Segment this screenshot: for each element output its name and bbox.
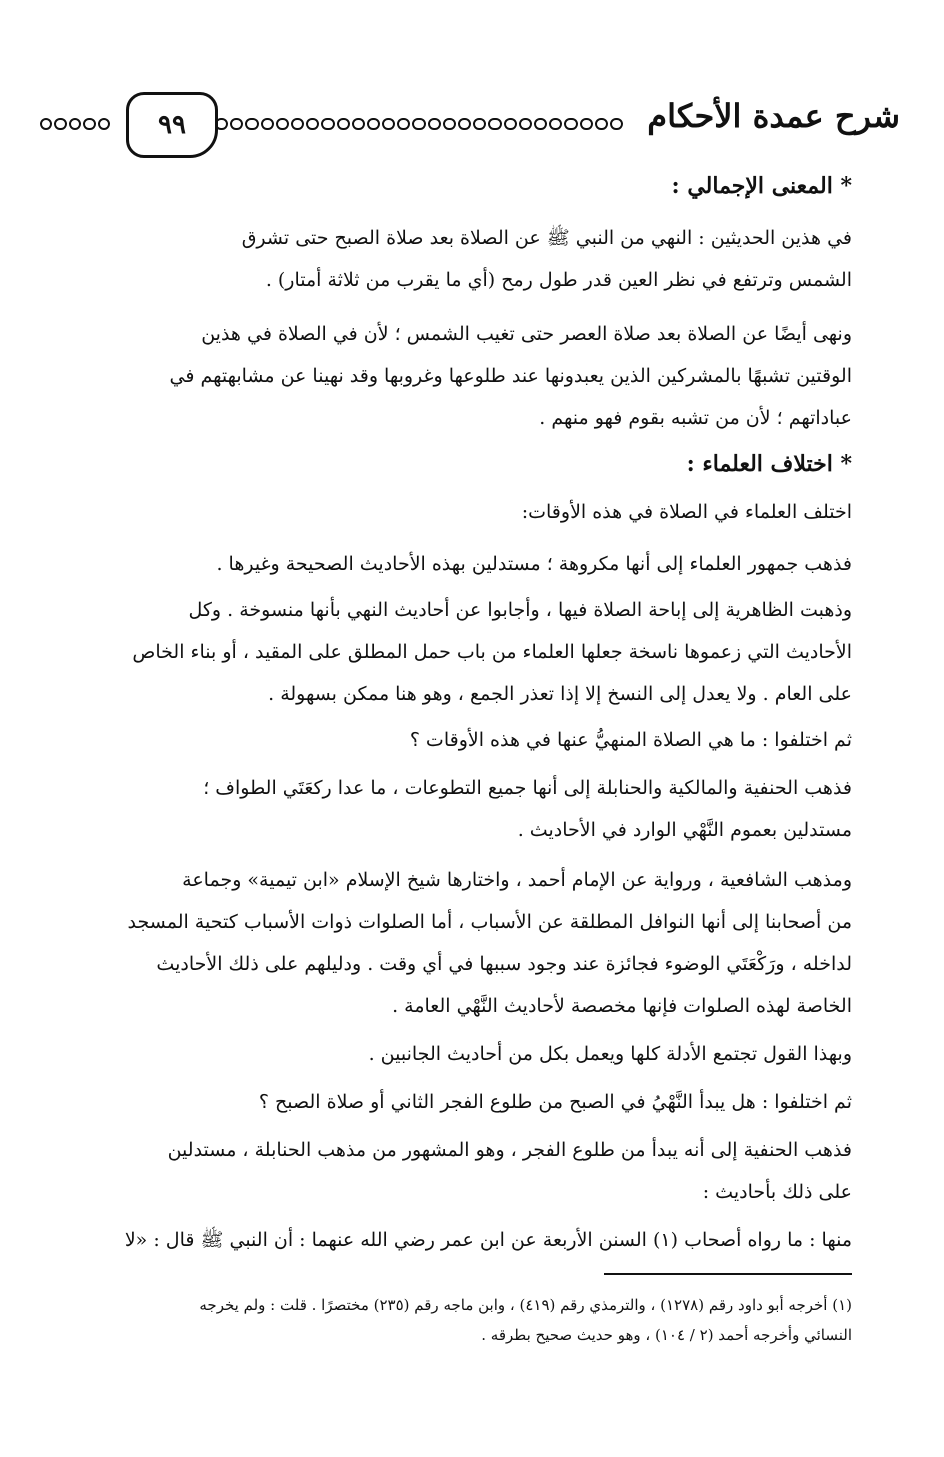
paragraph-line: ثم اختلفوا : هل يبدأ النَّهْيُ في الصبح من طلوع الفجر الثاني أو صلاة الصبح ؟ bbox=[258, 1091, 852, 1113]
paragraph-line: على ذلك بأحاديث : bbox=[702, 1181, 852, 1203]
paragraph-line: وذهبت الظاهرية إلى إباحة الصلاة فيها ، وأجابوا عن أحاديث النهي بأنها منسوخة . وكل bbox=[188, 599, 852, 621]
paragraph-line: ونهى أيضًا عن الصلاة بعد صلاة العصر حتى تغيب الشمس ؛ لأن في الصلاة في هذين bbox=[201, 323, 852, 345]
paragraph-line: الأحاديث التي زعموها ناسخة جعلها العلماء من باب حمل المطلق على المقيد ، أو بناء الخاص bbox=[132, 641, 852, 663]
paragraph-line: عباداتهم ؛ لأن من تشبه بقوم فهو منهم . bbox=[539, 407, 852, 429]
page-number-text: ٩٩ bbox=[158, 110, 186, 140]
paragraph-line: الشمس وترتفع في نظر العين قدر طول رمح (أي ما يقرب من ثلاثة أمتار) . bbox=[265, 269, 852, 291]
paragraph-line: ثم اختلفوا : ما هي الصلاة المنهيُّ عنها في هذه الأوقات ؟ bbox=[409, 729, 852, 751]
decorative-chain-end bbox=[40, 118, 112, 132]
footnote-line: النسائي وأخرجه أحمد (٢ / ١٠٤) ، وهو حديث صحيح بطرقه . bbox=[481, 1326, 852, 1344]
paragraph-line: منها : ما رواه أصحاب (١) السنن الأربعة عن ابن عمر رضي الله عنهما : أن النبي ﷺ قال : «لا bbox=[124, 1229, 852, 1251]
page-number bbox=[126, 92, 218, 158]
page-header bbox=[20, 92, 900, 164]
paragraph-line: لداخله ، ورَكْعَتَي الوضوء فجائزة عند وجود سببها في أي وقت . ودليلهم على ذلك الأحاديث bbox=[156, 953, 852, 975]
paragraph-line: الخاصة لهذه الصلوات فإنها مخصصة لأحاديث النَّهْي العامة . bbox=[392, 995, 852, 1017]
paragraph-line: على العام . ولا يعدل إلى النسخ إلا إذا تعذر الجمع ، وهو هنا ممكن بسهولة . bbox=[268, 683, 852, 705]
paragraph-line: ومذهب الشافعية ، ورواية عن الإمام أحمد ، واختارها شيخ الإسلام «ابن تيمية» وجماعة bbox=[182, 869, 852, 891]
book-title: شرح عمدة الأحكام bbox=[647, 97, 900, 135]
section-heading-general-meaning: * المعنى الإجمالي : bbox=[671, 173, 852, 199]
paragraph-line: اختلف العلماء في الصلاة في هذه الأوقات: bbox=[521, 501, 852, 523]
footnote-line: (١) أخرجه أبو داود رقم (١٢٧٨) ، والترمذي رقم (٤١٩) ، وابن ماجه رقم (٢٣٥) مختصرًا . قلت : ولم يخرجه bbox=[199, 1296, 852, 1314]
paragraph-line: من أصحابنا إلى أنها النوافل المطلقة عن الأسباب ، أما الصلوات ذوات الأسباب كتحية المسجد bbox=[127, 911, 852, 933]
paragraph-line: الوقتين تشبهًا بالمشركين الذين يعبدونها عند طلوعها وغروبها وقد نهينا عن مشابهتهم في bbox=[169, 365, 852, 387]
paragraph-line: وبهذا القول تجتمع الأدلة كلها ويعمل بكل من أحاديث الجانبين . bbox=[368, 1043, 852, 1065]
paragraph-line: مستدلين بعموم النَّهْي الوارد في الأحاديث . bbox=[517, 819, 852, 841]
paragraph-line: فذهب الحنفية إلى أنه يبدأ من طلوع الفجر ، وهو المشهور من مذهب الحنابلة ، مستدلين bbox=[167, 1139, 852, 1161]
paragraph-line: في هذين الحديثين : النهي من النبي ﷺ عن الصلاة بعد صلاة الصبح حتى تشرق bbox=[241, 227, 852, 249]
section-heading-scholars-disagreement: * اختلاف العلماء : bbox=[686, 451, 852, 477]
decorative-chain-border bbox=[215, 118, 625, 132]
paragraph-line: فذهب الحنفية والمالكية والحنابلة إلى أنها جميع التطوعات ، ما عدا ركعَتَي الطواف ؛ bbox=[203, 777, 852, 799]
footnote-separator bbox=[604, 1273, 852, 1275]
paragraph-line: فذهب جمهور العلماء إلى أنها مكروهة ؛ مستدلين بهذه الأحاديث الصحيحة وغيرها . bbox=[216, 553, 852, 575]
